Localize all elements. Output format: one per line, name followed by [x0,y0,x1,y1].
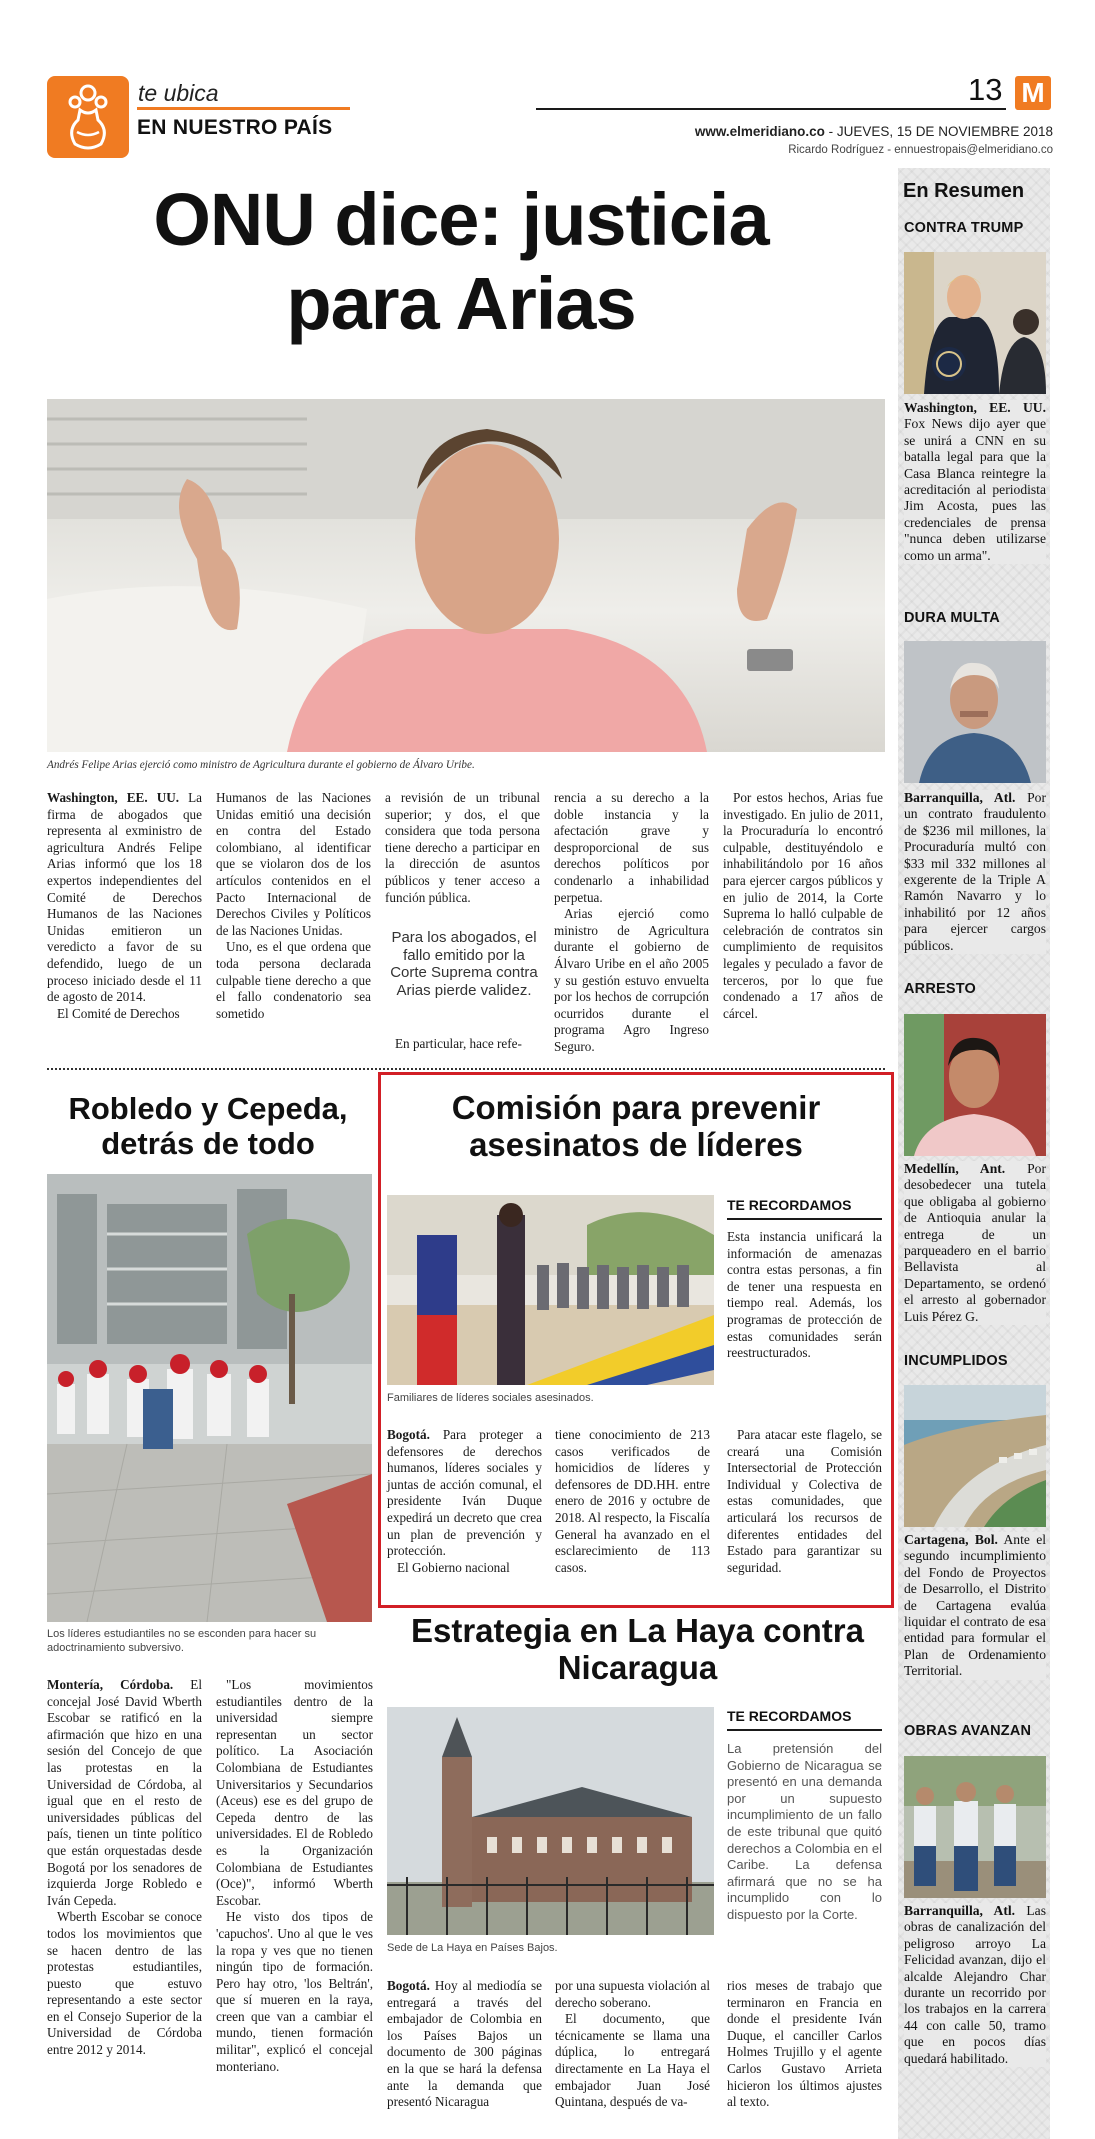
main-col-3b: En particular, hace refe- [395,1036,522,1051]
comision-recordamos-rule [727,1218,882,1220]
perez-photo [904,1014,1046,1156]
issue-date: - JUEVES, 15 DE NOVIEMBRE 2018 [828,124,1053,139]
comision-col-1: Bogotá. Para proteger a defensores de derechos humanos, líderes sociales y juntas de acción comunal, el presidente Iván Duque expedirá un decreto que crea un plan de prevención y protección. El Gobierno nacional [387,1427,542,1575]
main-col-5: Por estos hechos, Arias fue investigado. En julio de 2011, la Procuraduría lo encontró culpable, destituyéndolo e inhabilitándolo por 16 años para ejercer cargos públicos y en julio de 2014, la Corte Suprema lo halló culpable de celebración de contratos sin cumplimiento de requisitos legales y peculado a favor de terceros, por lo que fue condenado a 17 años de cárcel. [723,790,883,1021]
protest-photo-caption: Los líderes estudiantiles no se esconden para hacer su adoctrinamiento subversivo. [47,1628,317,1654]
main-headline [30,178,892,346]
robledo-dateline: Montería, Córdoba. [47,1677,174,1692]
pull-quote: Para los abogados, el fallo emitido por la Corte Suprema contra Arias pierde validez. [390,929,538,999]
cartagena-photo [904,1385,1046,1527]
trump-photo [904,252,1046,394]
dateline-bar [610,124,1053,139]
haya-photo-caption: Sede de La Haya en Países Bajos. [387,1942,558,1954]
newspaper-logo: M [1015,76,1051,110]
protest-photo [47,1174,372,1622]
sidebar-item-dura-multa-head: DURA MULTA [904,610,1000,626]
robledo-col-1: Montería, Córdoba. El concejal José David Wberth Escobar se ratificó en la afirmación que hizo en una sesión del Concejo de que las protestas en la Universidad de Córdoba, al igual que en el resto de universidades públicas del país, tienen un tinte político que están orquestadas desde Bogotá por los senadores de izquierda Jorge Robledo e Iván Cepeda. Wberth Escobar se conoce todos los movimientos que se hacen dentro de las protestas estudiantiles, puesto que estuvo representando a este sector en el Consejo Superior de la Universidad de Córdoba entre 2012 y 2014. [47,1677,202,2058]
amphora-icon [47,76,129,158]
section-tag-rule [137,107,350,110]
comision-photo-caption: Familiares de líderes sociales asesinados. [387,1392,594,1404]
haya-photo [387,1707,714,1935]
main-dateline: Washington, EE. UU. [47,790,180,805]
haya-col-1: Bogotá. Hoy al mediodía se entregará a través del embajador de Colombia en los Países Bajos un documento de 300 páginas en la que se hará la defensa ante la demanda que presentó Nicaragua [387,1978,542,2110]
sidebar-item-incumplidos-text: Cartagena, Bol. Ante el segundo incumplimiento del Fondo de Proyectos de Desarrollo, el Distrito de Cartagena evalúa liquidar el contrato de esa entidad para formular el Plan de Ordenamiento Territorial. [904,1532,1046,1679]
comision-photo [387,1195,714,1385]
haya-col-3: rios meses de trabajo que terminaron en Francia en donde el presidente Iván Duque, el canciller Carlos Holmes Trujillo y el agente Carlos Gustavo Arrieta hicieron los últimos ajustes al texto. [727,1978,882,2110]
char-photo [904,1756,1046,1898]
main-col-2: Humanos de las Naciones Unidas emitió una decisión en contra del Estado colombiano, al identificar que se violaron dos de los artículos contenidos en el Pacto Internacional de Derechos Civiles y Políticos de las Naciones Unidas. Uno, es el que ordena que toda persona declarada culpable tiene derecho a que el fallo condenatorio sea sometido [216,790,371,1021]
main-col-3: a revisión de un tribunal superior; y dos, el que considera que toda persona tiene derecho a participar en la dirección de asuntos públicos y tener acceso a función pública. [385,790,540,905]
section-divider [47,1068,885,1070]
main-col-4: rencia a su derecho a la doble instancia y la afectación grave y desproporcional de sus derechos políticos por condenarlo a inhabilidad perpetua. Arias ejerció como ministro de Agricultura durante el gobierno de Álvaro Uribe en el año 2005 y su gestión estuvo envuelta por los hechos de corrupción ocurridos durante el programa Agro Ingreso Seguro. [554,790,709,1054]
haya-recordamos-rule [727,1729,882,1731]
robledo-col-2: "Los movimientos estudiantiles dentro de la universidad siempre representan un sector político. La Asociación Colombiana de Estudiantes Universitarios y Secundarios (Aceus) ese es del grupo de Cepeda dentro de las universidades. El de Robledo es la Organización Colombiana de Estudiantes (Oce)", informó Wberth Escobar. He visto dos tipos de 'capuchos'. Uno al que le ves la ropa y ves que no tienen ningún tipo de formación. Pero hay otro, 'los Beltrán', que sí mueren en la raya, creen que van a cambiar el mundo, tienen formación militar", explicó el concejal monteriano. [216,1677,373,2074]
arias-photo-caption: Andrés Felipe Arias ejerció como ministro de Agricultura durante el gobierno de Álvaro Uribe. [47,759,475,771]
main-headline-line1: ONU dice: justicia [153,178,769,261]
comision-col-3: Para atacar este flagelo, se creará una Comisión Intersectorial de Protección Individual y Colectiva de estas comunidades, que articulará los recursos de diferentes entidades del Estado para garantizar su seguridad. [727,1427,882,1575]
masthead-rule [536,108,1006,110]
haya-headline: Estrategia en La Haya contra Nicaragua [410,1612,864,1686]
haya-col-2: por una supuesta violación al derecho soberano. El documento, que técnicamente se llama una dúplica, lo entregará directamente en La Haya el embajador Juan José Quintana, después de va- [555,1978,710,2110]
page-number: 13 [968,72,1003,107]
main-col-1: Washington, EE. UU. La firma de abogados que representa al exministro de agricultura Andrés Felipe Arias informó que los 18 expertos independientes del Comité de Derechos Humanos de las Naciones Unidas emitieron un veredicto a favor de su defendido, luego de un proceso iniciado desde el 11 de agosto de 2014. El Comité de Derechos [47,790,202,1021]
sidebar-item-arresto-head: ARRESTO [904,981,977,997]
comision-recordamos-text: Esta instancia unificará la información de amenazas contra estas personas, a fin de tener una respuesta en tiempo real. Además, los programas de protección de estas comunidades serán reestructurados. [727,1229,882,1361]
robledo-headline: Robledo y Cepeda, detrás de todo [68,1091,348,1161]
comision-dateline: Bogotá. [387,1427,430,1442]
haya-dateline: Bogotá. [387,1978,430,1993]
sidebar-item-obras-avanzan-text: Barranquilla, Atl. Las obras de canalización del peligroso arroyo La Felicidad avanzan, dijo el alcalde Alejandro Char durante un recorrido por los trabajos en la carrera 44 con calle 50, tramo que en pocos días quedará habilitado. [904,1903,1046,2066]
section-name: EN NUESTRO PAÍS [137,116,333,139]
sidebar-item-arresto-text: Medellín, Ant. Por desobedecer una tutela que obligaba al gobierno de Antioquia anular la entrega de un parqueadero en el barrio Bellavista al Departamento, se ordenó el arresto al gobernador Luis Pérez G. [904,1161,1046,1324]
byline: Ricardo Rodríguez - ennuestropais@elmeridiano.co [788,144,1053,156]
arias-photo [47,399,885,752]
main-headline-line2: para Arias [286,262,636,345]
site-url[interactable]: www.elmeridiano.co [694,124,825,139]
haya-recordamos-label: TE RECORDAMOS [727,1708,852,1724]
section-logo [47,76,129,158]
sidebar-item-dura-multa-text: Barranquilla, Atl. Por un contrato fraudulento de $236 mil millones, la Procuraduría multó con $33 mil 332 millones al exgerente de la Triple A Ramón Navarro y lo inhabilitó por 12 años para ejercer cargos públicos. [904,790,1046,953]
comision-col-2: tiene conocimiento de 213 casos verificados de homicidios de líderes y defensores de DD.HH. entre enero de 2016 y octubre de 2018. Al respecto, la Fiscalía General ha avanzado en el esclarecimiento de 113 casos. [555,1427,710,1575]
sidebar-item-contra-trump-text: Washington, EE. UU. Fox News dijo ayer que se unirá a CNN en su batalla legal para que la Casa Blanca reintegre la acreditación al periodista Jim Acosta, pues las credenciales de prensa "nunca deben utilizarse como un arma". [904,400,1046,563]
haya-recordamos-text: La pretensión del Gobierno de Nicaragua se presentó en una demanda por un supuesto incumplimiento de un fallo de este tribunal que quitó derechos a Colombia en el Caribe. La defensa afirmará que no se ha incumplido con lo dispuesto por la Corte. [727,1741,882,1922]
sidebar-item-incumplidos-head: INCUMPLIDOS [904,1353,1008,1369]
navarro-photo [904,641,1046,783]
sidebar-title: En Resumen [903,180,1025,202]
sidebar-item-contra-trump-head: CONTRA TRUMP [904,220,1024,236]
comision-headline: Comisión para prevenir asesinatos de líderes [451,1089,821,1163]
comision-recordamos-label: TE RECORDAMOS [727,1197,852,1213]
section-tag: te ubica [138,80,219,106]
sidebar-item-obras-avanzan-head: OBRAS AVANZAN [904,1723,1032,1739]
